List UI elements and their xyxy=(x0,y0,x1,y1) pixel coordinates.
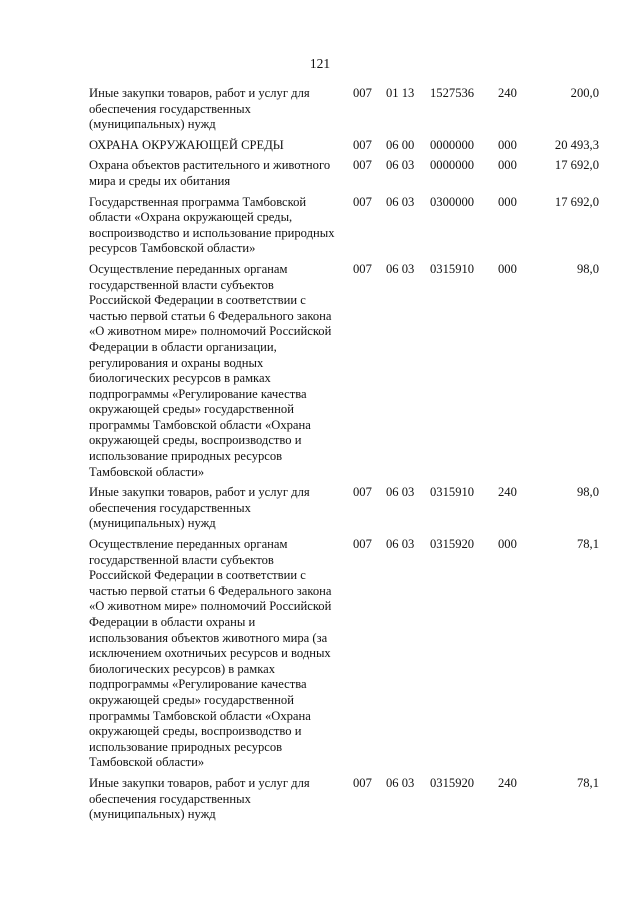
row-expense-type-cell: 000 xyxy=(498,158,517,173)
table-row xyxy=(89,485,599,537)
table-row xyxy=(89,195,599,262)
row-section-cell: 01 13 xyxy=(386,86,415,100)
row-name-cell xyxy=(89,537,347,776)
table-row xyxy=(89,537,599,776)
row-target-article-cell: 0315920 xyxy=(430,775,475,790)
row-expense-type-cell: 000 xyxy=(498,537,517,552)
row-target-article-cell: 0300000 xyxy=(430,194,475,209)
budget-table-body xyxy=(89,86,599,828)
row-name-text: Осуществление переданных органам государственной власти субъектов Российской Федерации в соответствии с частью первой статьи 6 Федерального закона «О животном мире» полномочий Российской Федерации в области охраны и использования объектов животного мира (за исключением охотничьих ресурсов и водных биологических ресурсов) в рамках подпрограммы «Регулирование качества окружающей среды» государственной программы Тамбовской области «Охрана окружающей среды, воспроизводство и использование природных ресурсов Тамбовской области» xyxy=(89,537,332,770)
row-target-article-cell: 0315910 xyxy=(430,485,475,500)
row-section-cell: 06 03 xyxy=(386,261,415,276)
budget-table xyxy=(89,86,599,828)
row-target-article-cell: 0000000 xyxy=(430,158,475,173)
table-row xyxy=(89,776,599,828)
row-amount-cell: 17 692,0 xyxy=(554,194,599,209)
row-name-text: Охрана объектов растительного и животного мира и среды их обитания xyxy=(89,158,331,188)
row-section-cell: 06 03 xyxy=(386,485,415,500)
row-expense-type-cell: 240 xyxy=(498,86,517,100)
row-name-text: Иные закупки товаров, работ и услуг для обеспечения государственных (муниципальных) нужд xyxy=(89,775,310,822)
row-amount-cell: 17 692,0 xyxy=(554,158,599,173)
row-name-cell xyxy=(89,262,347,485)
row-name-text: Осуществление переданных органам государственной власти субъектов Российской Федерации в соответствии с частью первой статьи 6 Федерального закона «О животном мире» полномочий Российской Федерации в области организации, регулирования и охраны водных биологических ресурсов в рамках подпрограммы «Регулирование качества окружающей среды» государственной программы Тамбовской области «Охрана окружающей среды, воспроизводство и использование природных ресурсов Тамбовской области» xyxy=(89,261,332,479)
row-amount-cell: 20 493,3 xyxy=(554,137,599,152)
row-ved-cell: 007 xyxy=(353,194,372,209)
row-target-article-cell: 0315920 xyxy=(430,537,475,552)
row-ved-cell: 007 xyxy=(353,537,372,552)
row-name-cell xyxy=(89,776,347,828)
row-section-cell: 06 03 xyxy=(386,537,415,552)
row-ved-cell: 007 xyxy=(353,158,372,173)
row-ved-cell: 007 xyxy=(353,261,372,276)
table-row xyxy=(89,158,599,194)
row-name-cell xyxy=(89,86,347,138)
row-ved-cell: 007 xyxy=(353,86,372,100)
row-name-text: ОХРАНА ОКРУЖАЮЩЕЙ СРЕДЫ xyxy=(89,137,284,152)
row-ved-cell: 007 xyxy=(353,775,372,790)
row-section-cell: 06 03 xyxy=(386,158,415,173)
row-amount-cell: 98,0 xyxy=(576,485,599,500)
row-expense-type-cell: 240 xyxy=(498,775,517,790)
page-number: 121 xyxy=(309,56,331,71)
row-amount-cell: 78,1 xyxy=(576,775,599,790)
row-name-cell xyxy=(89,138,347,159)
row-name-cell xyxy=(89,485,347,537)
row-amount-cell: 98,0 xyxy=(576,261,599,276)
row-ved-cell: 007 xyxy=(353,137,372,152)
row-amount-cell: 200,0 xyxy=(570,86,599,100)
row-name-text: Иные закупки товаров, работ и услуг для обеспечения государственных (муниципальных) нужд xyxy=(89,86,310,132)
row-expense-type-cell: 000 xyxy=(498,137,517,152)
row-expense-type-cell: 240 xyxy=(498,485,517,500)
row-name-text: Иные закупки товаров, работ и услуг для обеспечения государственных (муниципальных) нужд xyxy=(89,485,310,531)
row-expense-type-cell: 000 xyxy=(498,194,517,209)
row-ved-cell: 007 xyxy=(353,485,372,500)
row-target-article-cell: 0315910 xyxy=(430,261,475,276)
row-name-text: Государственная программа Тамбовской области «Охрана окружающей среды, воспроизводство и использование природных ресурсов Тамбовской области» xyxy=(89,194,335,256)
row-section-cell: 06 00 xyxy=(386,137,415,152)
row-name-cell xyxy=(89,195,347,262)
table-row xyxy=(89,86,599,138)
row-target-article-cell: 0000000 xyxy=(430,137,475,152)
table-row xyxy=(89,262,599,485)
row-name-cell xyxy=(89,158,347,194)
row-amount-cell: 78,1 xyxy=(576,537,599,552)
row-section-cell: 06 03 xyxy=(386,194,415,209)
table-row xyxy=(89,138,599,159)
row-section-cell: 06 03 xyxy=(386,775,415,790)
row-expense-type-cell: 000 xyxy=(498,261,517,276)
row-target-article-cell: 1527536 xyxy=(430,86,475,100)
